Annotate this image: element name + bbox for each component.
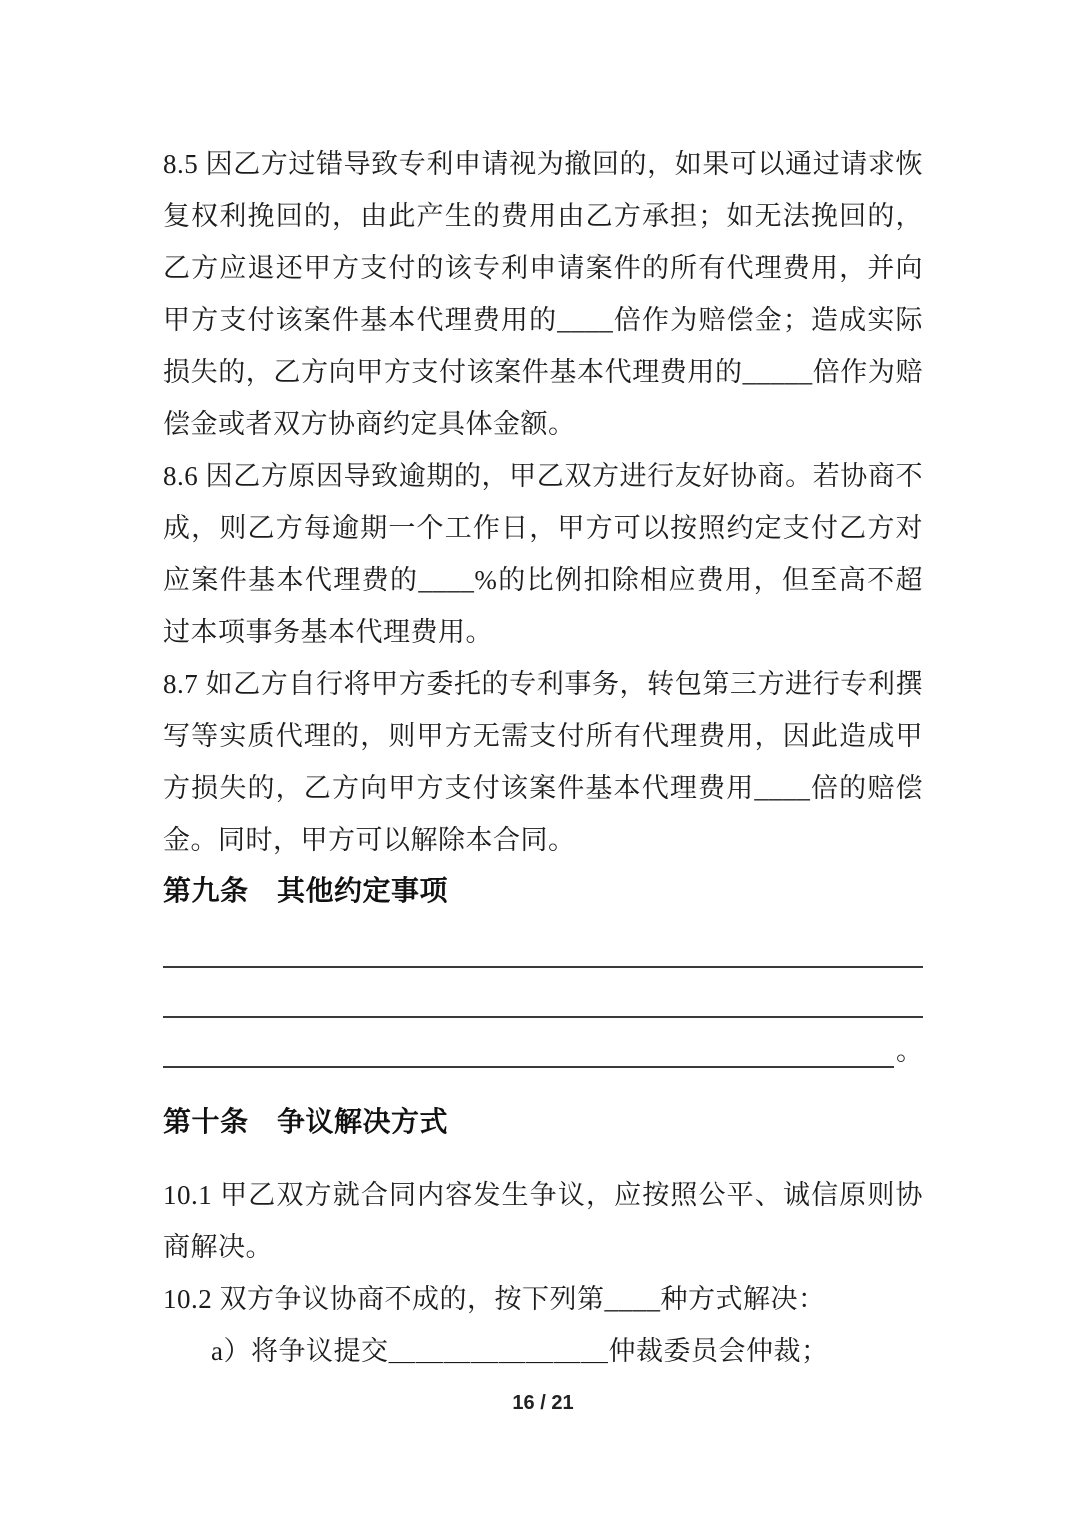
clause-8-6: 8.6 因乙方原因导致逾期的，甲乙双方进行友好协商。若协商不成，则乙方每逾期一个工作日，甲方可以按照约定支付乙方对应案件基本代理费的____%的比例扣除相应费用，但至高不超过本项事务基本代理费用。 — [163, 461, 923, 647]
clause-8-5: 8.5 因乙方过错导致专利申请视为撤回的，如果可以通过请求恢复权利挽回的，由此产生的费用由乙方承担；如无法挽回的，乙方应退还甲方支付的该专利申请案件的所有代理费用，并向甲方支付该案件基本代理费用的____倍作为赔偿金；造成实际损失的，乙方向甲方支付该案件基本代理费用的_____倍作为赔偿金或者双方协商约定具体金额。 — [163, 149, 923, 439]
article-10-heading: 第十条 争议解决方式 — [163, 1107, 449, 1138]
fill-in-line-3-row — [163, 1018, 923, 1068]
fill-in-line-3-period: 。 — [896, 1036, 923, 1066]
clause-10-1: 10.1 甲乙双方就合同内容发生争议，应按照公平、诚信原则协商解决。 — [163, 1180, 923, 1262]
article-9-heading: 第九条 其他约定事项 — [163, 876, 449, 907]
fill-in-line-3 — [163, 1018, 894, 1068]
clause-10-2-option-a: a）将争议提交＿＿＿＿＿＿＿＿仲裁委员会仲裁； — [211, 1336, 829, 1366]
clause-8-7: 8.7 如乙方自行将甲方委托的专利事务，转包第三方进行专利撰写等实质代理的，则甲方无需支付所有代理费用，因此造成甲方损失的，乙方向甲方支付该案件基本代理费用____倍的赔偿金。同时，甲方可以解除本合同。 — [163, 669, 923, 855]
fill-in-line-1 — [163, 918, 923, 968]
page-number: 16 / 21 — [512, 1392, 574, 1414]
clause-10-2: 10.2 双方争议协商不成的，按下列第____种方式解决： — [163, 1284, 826, 1314]
fill-in-line-2 — [163, 968, 923, 1018]
